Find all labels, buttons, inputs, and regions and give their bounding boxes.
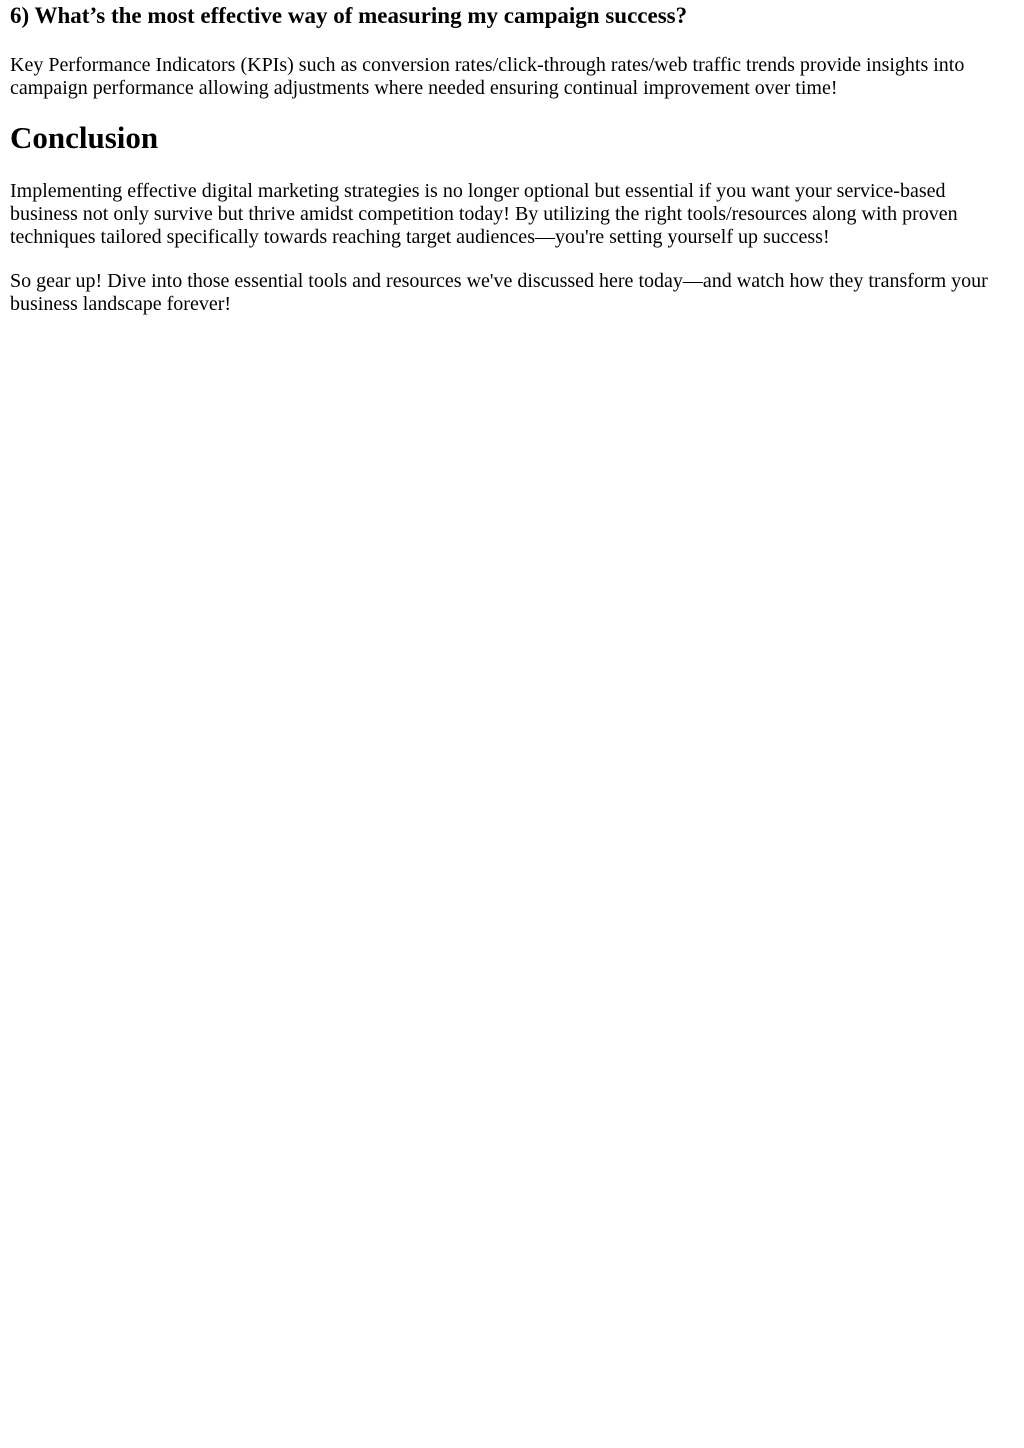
conclusion-paragraph-1: Implementing effective digital marketing strategies is no longer optional but essential if you want your service-based business not only survive but thrive amidst competition today! By utilizing the right tools/resources along with proven techniques tailored specifically towards reaching target audiences—you're setting yourself up success! xyxy=(10,180,958,248)
article-content xyxy=(0,2,1024,316)
faq-answer-paragraph: Key Performance Indicators (KPIs) such as conversion rates/click-through rates/web traffic trends provide insights into campaign performance allowing adjustments where needed ensuring continual improvement over time! xyxy=(10,54,965,99)
conclusion-heading: Conclusion xyxy=(10,120,159,155)
conclusion-paragraph-2: So gear up! Dive into those essential tools and resources we've discussed here today—and watch how they transform your business landscape forever! xyxy=(10,270,988,315)
faq-question-heading: 6) What’s the most effective way of measuring my campaign success? xyxy=(10,3,688,28)
